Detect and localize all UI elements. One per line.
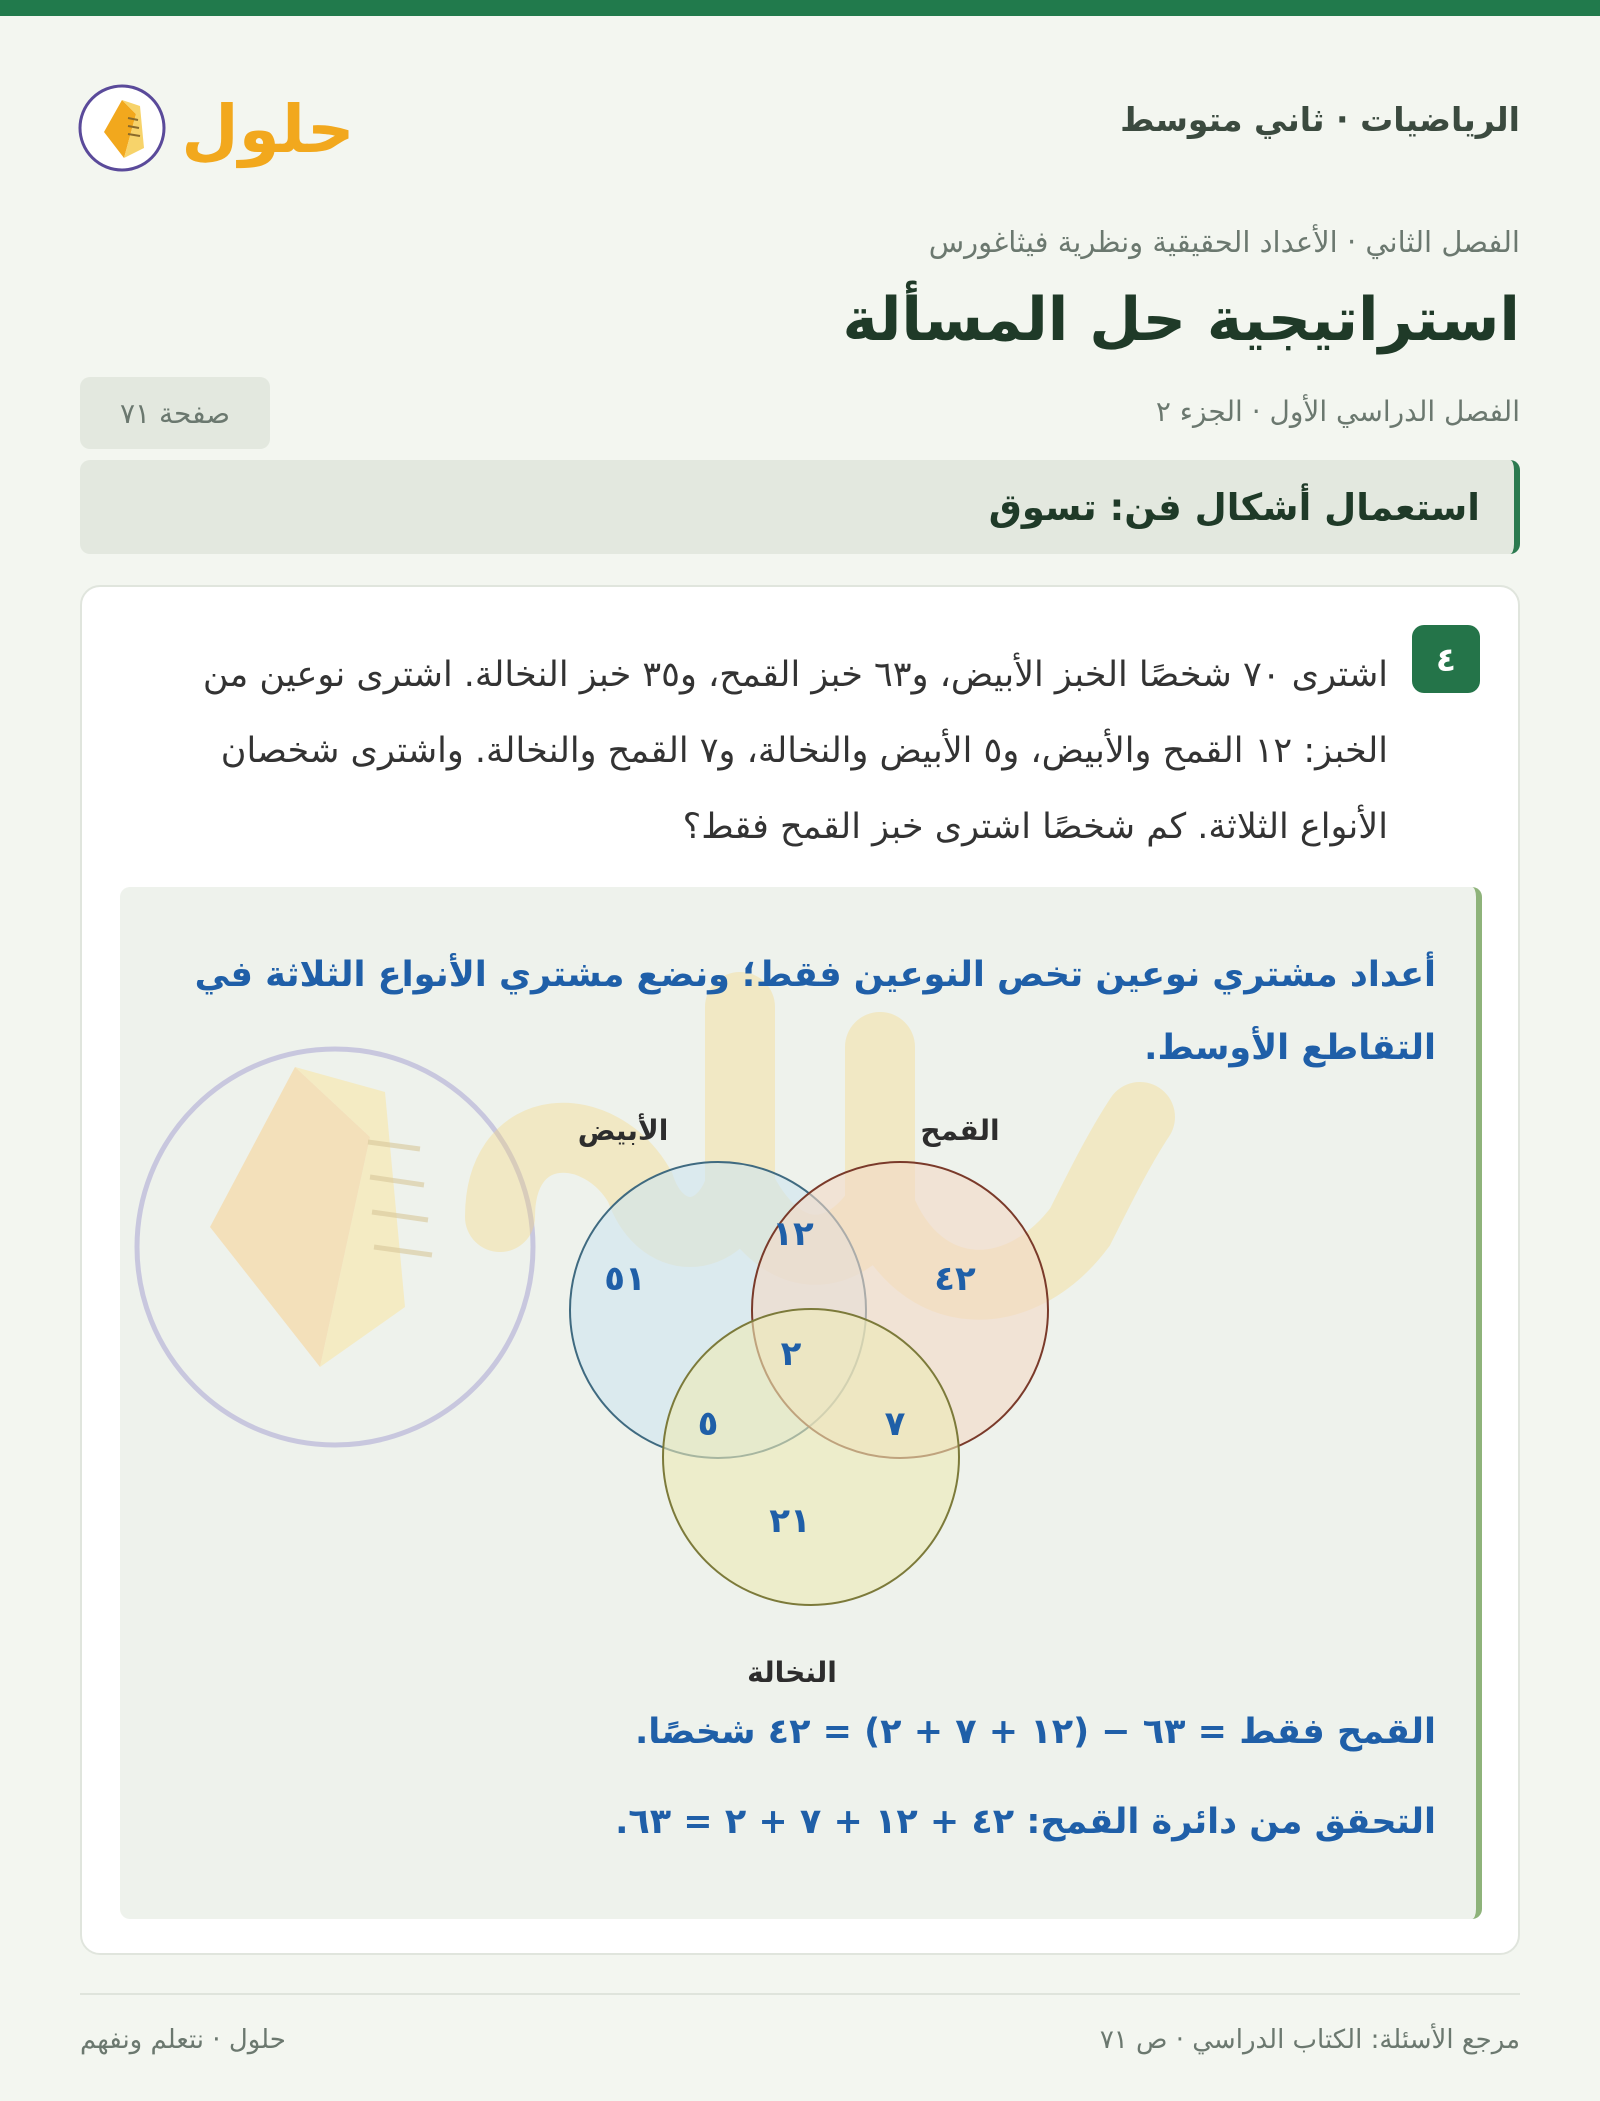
- venn-diagram: [480, 1102, 1120, 1682]
- section-header: [80, 460, 1520, 554]
- top-accent-bar: [0, 0, 1600, 16]
- solution-box: [120, 887, 1482, 1919]
- chapter-label: الفصل الثاني · الأعداد الحقيقية ونظرية فيثاغورس: [928, 225, 1520, 259]
- footer-reference: مرجع الأسئلة: الكتاب الدراسي · ص ٧١: [1099, 2025, 1520, 2055]
- page-title: استراتيجية حل المسألة: [842, 285, 1520, 355]
- venn-region-wheat-only: ٤٢: [934, 1259, 976, 1299]
- venn-region-wheat-bran: ٧: [884, 1404, 906, 1444]
- calc-verification: التحقق من دائرة القمح: ٤٢ + ١٢ + ٧ + ٢ = ٦٣.: [615, 1802, 1436, 1842]
- subject-label: الرياضيات · ثاني متوسط: [1120, 100, 1520, 139]
- question-number-badge: ٤: [1412, 625, 1480, 693]
- venn-label-white: الأبيض: [577, 1114, 669, 1147]
- venn-region-white-only: ٥١: [604, 1259, 646, 1299]
- logo-text: حلول: [181, 91, 355, 168]
- solution-intro: أعداد مشتري نوعين تخص النوعين فقط؛ ونضع مشتري الأنواع الثلاثة في التقاطع الأوسط.: [194, 955, 1436, 1068]
- venn-circle-bran: [663, 1309, 959, 1605]
- term-label: الفصل الدراسي الأول · الجزء ٢: [1155, 395, 1520, 428]
- venn-region-all-three: ٢: [780, 1334, 802, 1374]
- hulool-logo: [78, 62, 358, 182]
- venn-label-bran: النخالة: [747, 1656, 837, 1682]
- calc-wheat-only: القمح فقط = ٦٣ − (١٢ + ٧ + ٢) = ٤٢ شخصًا.: [634, 1712, 1436, 1752]
- question-text: اشترى ٧٠ شخصًا الخبز الأبيض، و٦٣ خبز القمح، و٣٥ خبز النخالة. اشترى نوعين من الخبز: ١٢ القمح والأبيض، و٥ الأبيض والنخالة، و٧ القمح والنخالة. واشترى شخصان الأنواع الثلاثة. كم شخصًا اشترى خبز القمح فقط؟: [202, 655, 1388, 847]
- page-number-badge: صفحة ٧١: [80, 377, 270, 449]
- footer-brand: حلول · نتعلم ونفهم: [80, 2025, 286, 2055]
- venn-region-white-bran: ٥: [697, 1404, 719, 1444]
- venn-label-wheat: القمح: [920, 1114, 1000, 1147]
- footer-divider: [80, 1993, 1520, 1995]
- section-title: استعمال أشكال فن: تسوق: [988, 486, 1480, 529]
- question-card: [80, 585, 1520, 1955]
- venn-region-bran-only: ٢١: [769, 1501, 811, 1541]
- venn-region-white-wheat: ١٢: [772, 1214, 814, 1254]
